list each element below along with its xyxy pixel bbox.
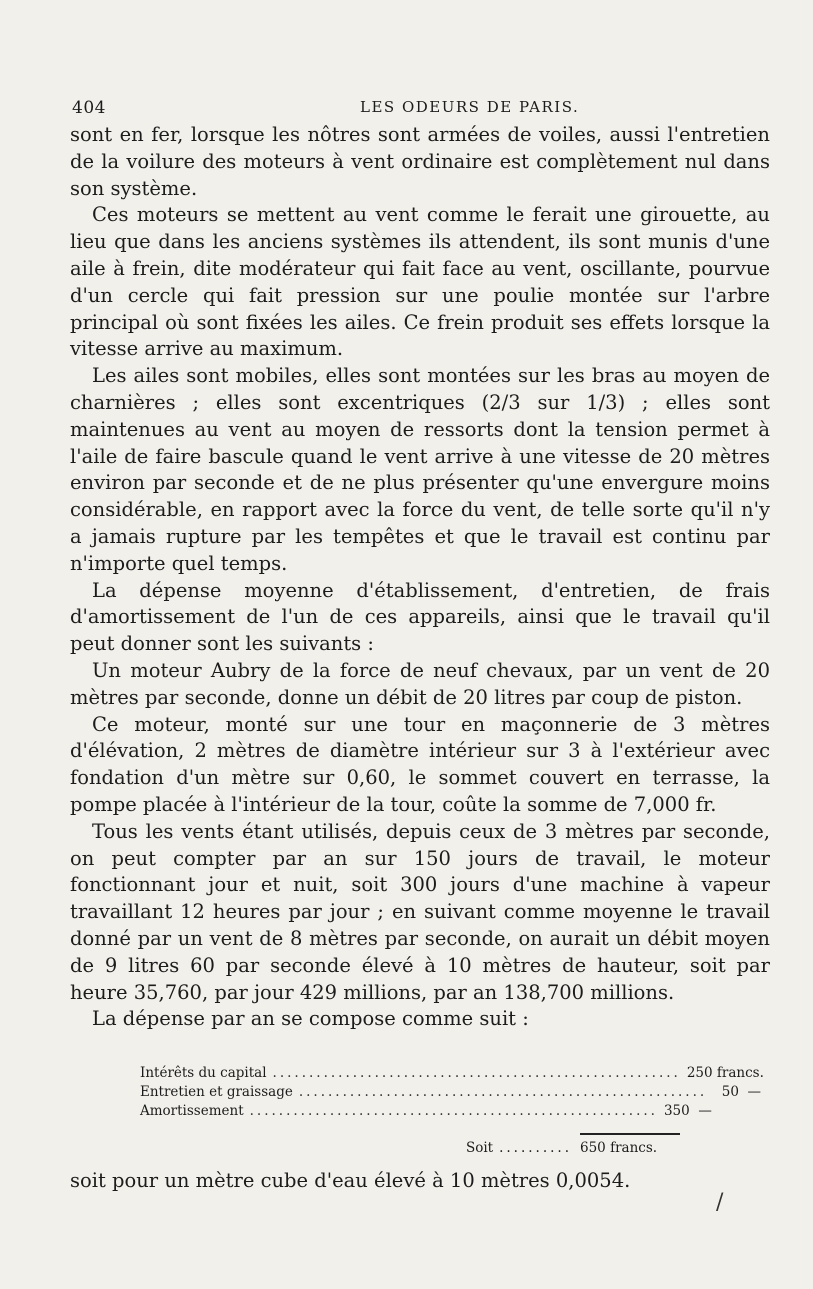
final-line: soit pour un mètre cube d'eau élevé à 10 mètres 0,0054. — [70, 1169, 631, 1192]
paragraph: Ces moteurs se mettent au vent comme le ferait une girouette, au lieu que dans les anciens systèmes ils attendent, ils sont munis d'une aile à frein, dite modérateur qui fait face au vent, oscillante, pourvue d'un cercle qui fait pression sur une poulie montée sur l'arbre principal où sont fixées les ailes. Ce frein produit ses effets lorsque la vitesse arrive au maximum. — [70, 203, 770, 361]
paragraph: Tous les vents étant utilisés, depuis ceux de 3 mètres par seconde, on peut compter par an sur 150 jours de travail, le moteur fonctionnant jour et nuit, soit 300 jours d'une machine à vapeur travaillant 12 heures par jour ; en suivant comme moyenne le travail donné par un vent de 8 mètres par seconde, on aurait un débit moyen de 9 litres 60 par seconde élevé à 10 mètres de hauteur, soit par heure 35,760, par jour 429 millions, par an 138,700 millions. — [70, 819, 770, 1004]
expense-unit: — — [698, 1103, 712, 1119]
expense-amount-cell — [664, 1102, 764, 1121]
page-header — [70, 92, 760, 120]
expense-unit: francs. — [716, 1065, 764, 1081]
expense-total-row — [140, 1133, 680, 1158]
paragraph: sont en fer, lorsque les nôtres sont armées de voiles, aussi l'entretien de la voilure des moteurs à vent ordinaire est complètement nul dans son système. — [70, 123, 770, 200]
dot-leader: .......... — [499, 1140, 572, 1156]
body-text — [70, 122, 770, 1033]
expense-amount: 50 — [721, 1084, 739, 1100]
paragraph: Un moteur Aubry de la force de neuf chevaux, par un vent de 20 mètres par seconde, donne un débit de 20 litres par coup de piston. — [70, 658, 770, 709]
margin-mark: / — [716, 1190, 724, 1215]
expense-row-amortization — [140, 1102, 712, 1121]
paragraph: La dépense par an se compose comme suit : — [92, 1007, 529, 1031]
expense-amount: 350 — [663, 1103, 690, 1119]
expense-unit: — — [747, 1084, 762, 1100]
expense-amount-cell — [687, 1064, 787, 1083]
dot-leader: ........................................................ — [272, 1065, 681, 1081]
total-label: Soit — [465, 1140, 494, 1156]
expense-label: Amortissement — [140, 1103, 244, 1119]
total-amount-cell — [580, 1133, 680, 1158]
paragraph: La dépense moyenne d'établissement, d'entretien, de frais d'amortissement de l'un de ces appareils, ainsi que le travail qu'il peut donner sont les suivants : — [70, 578, 770, 656]
total-amount: 650 — [580, 1140, 606, 1156]
expense-amount: 250 — [686, 1065, 713, 1081]
expense-row-interest — [140, 1064, 764, 1083]
dot-leader: ........................................................ — [249, 1103, 658, 1119]
dot-leader: ........................................................ — [298, 1084, 708, 1100]
paragraph: Ce moteur, monté sur une tour en maçonnerie de 3 mètres d'élévation, 2 mètres de diamètre intérieur sur 3 à l'extérieur avec fondation d'un mètre sur 0,60, le sommet couvert en terrasse, la pompe placée à l'intérieur de la tour, coûte la somme de 7,000 fr. — [70, 712, 770, 816]
expense-amount-cell — [713, 1083, 813, 1102]
paragraph: Les ailes sont mobiles, elles sont montées sur les bras au moyen de charnières ; elles sont excentriques (2/3 sur 1/3) ; elles sont maintenues au vent au moyen de ressorts dont la tension permet à l'aile de faire bascule quand le vent arrive à une vitesse de 20 mètres environ par seconde et de ne plus présenter qu'une envergure moins considérable, en rapport avec la force du vent, de telle sorte qu'il n'y a jamais rupture par les tempêtes et que le travail est continu par n'importe quel temps. — [70, 364, 770, 575]
page-number: 404 — [72, 98, 106, 118]
running-title: LES ODEURS DE PARIS. — [360, 98, 580, 116]
expense-label: Intérêts du capital — [140, 1065, 267, 1081]
expense-label: Entretien et graissage — [140, 1084, 293, 1100]
expense-row-maintenance — [140, 1083, 762, 1102]
expense-table — [140, 1064, 764, 1158]
total-unit: francs. — [610, 1140, 658, 1156]
